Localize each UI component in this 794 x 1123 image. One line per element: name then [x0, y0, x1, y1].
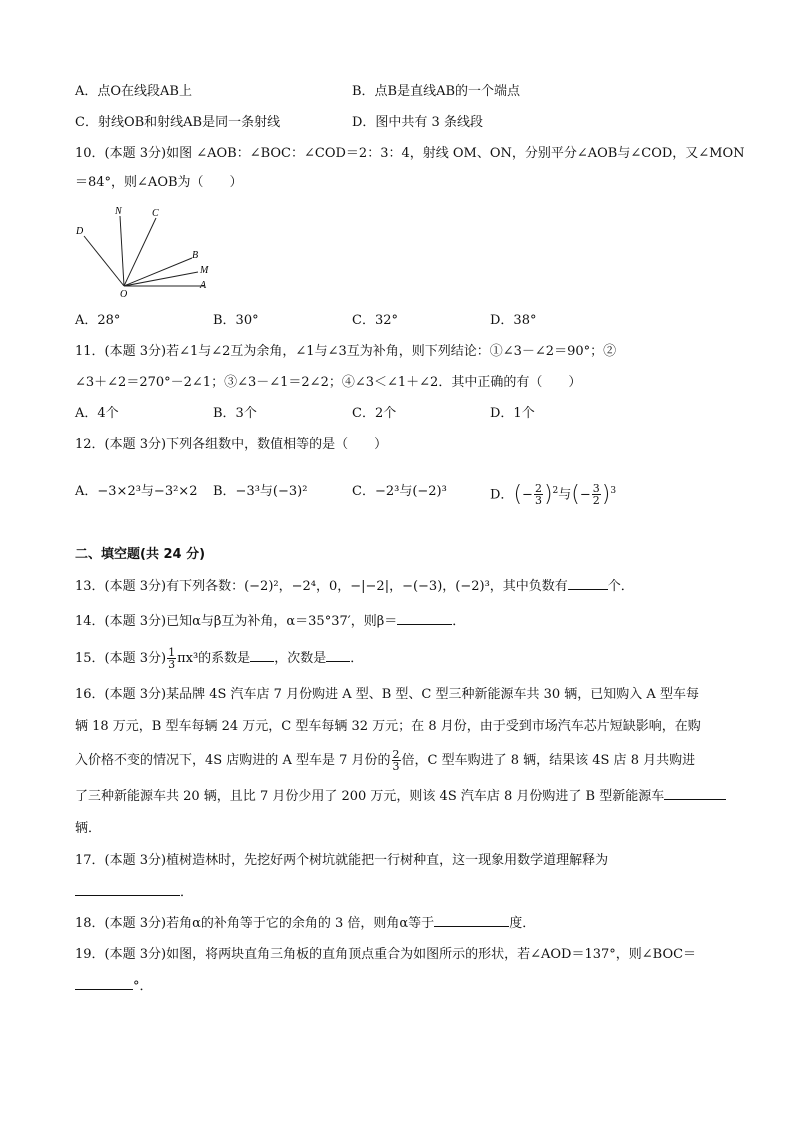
section-title: 二、填空题(共 24 分) [75, 547, 206, 562]
label-o: O [120, 289, 128, 300]
q17-suffix: ． [180, 885, 194, 900]
q12-option-d-connector: 与 [558, 487, 572, 503]
q17-answer-blank[interactable] [75, 883, 180, 896]
q16-line3-suffix: 倍，C 型车购进了 8 辆，结果该 4S 店 8 月共购进 [401, 753, 696, 768]
q16-answer-blank[interactable] [664, 787, 726, 800]
q16-line3-prefix: 入价格不变的情况下，4S 店购进的 A 型车是 7 月份的 [75, 753, 391, 768]
q18-suffix: 度． [509, 916, 536, 931]
q13-answer-blank[interactable] [568, 577, 608, 590]
q12-option-c[interactable]: C．−2³与(−2)³ [352, 484, 447, 499]
q14-line [75, 612, 722, 632]
fraction: $\frac{3}{2}$ [592, 482, 600, 508]
q15-coefficient-blank[interactable] [250, 649, 274, 662]
fraction: $\frac{2}{3}$ [534, 482, 542, 508]
q13-line [75, 577, 722, 597]
q11-option-b[interactable]: B．3个 [213, 406, 257, 421]
q19-suffix: °． [133, 979, 153, 994]
q15-prefix: 15．(本题 3分) [75, 651, 167, 666]
q11-stem-line2: ∠3＋∠2＝270°－2∠1；③∠3－∠1＝2∠2；④∠3＜∠1＋∠2．其中正确的有（ ） [75, 375, 582, 390]
q14-text: 14．(本题 3分)已知α与β互为补角，α＝35°37′，则β＝ [75, 614, 398, 629]
q16-line4 [75, 787, 722, 807]
q15-mid: πx³的系数是 [177, 651, 251, 666]
label-b: B [192, 250, 199, 261]
q13-suffix: 个． [607, 579, 634, 594]
q17-line2 [75, 883, 722, 903]
q9-option-c[interactable]: C．射线OB和射线AB是同一条射线 [75, 115, 281, 130]
q10-stem-line2: ＝84°，则∠AOB为（ ） [75, 175, 243, 190]
q16-fraction: $\frac{2}{3}$ [392, 748, 400, 773]
q16-line2: 辆 18 万元，B 型车每辆 24 万元，C 型车每辆 32 万元；在 8 月份，由于受到市场汽车芯片短缺影响，在购 [75, 719, 701, 734]
q19-answer-blank[interactable] [75, 977, 133, 990]
q9-option-a[interactable]: A．点O在线段AB上 [75, 84, 192, 99]
q10-option-b[interactable]: B．30° [213, 313, 259, 328]
q12-option-d-label: D． [490, 487, 514, 503]
q10-option-c[interactable]: C．32° [352, 313, 398, 328]
angle-figure [72, 200, 222, 300]
q10-option-d[interactable]: D．38° [490, 313, 537, 328]
q15-fraction: $\frac{1}{3}$ [168, 646, 176, 671]
q13-text: 13．(本题 3分)有下列各数：(−2)²，−2⁴，0，−|−2|，−(−3)，(−2)³，其中负数有 [75, 579, 568, 594]
q16-line5: 辆． [75, 821, 102, 836]
q16-line4-text: 了三种新能源车共 20 辆，且比 7 月份少用了 200 万元，则该 4S 汽车店 8 月份购进了 B 型新能源车 [75, 789, 665, 804]
q15-suffix: ． [350, 651, 364, 666]
q9-option-b[interactable]: B．点B是直线AB的一个端点 [352, 84, 521, 99]
q15-line [75, 644, 722, 674]
q18-answer-blank[interactable] [434, 914, 509, 927]
label-a: A [200, 280, 207, 291]
q14-suffix: ． [452, 614, 466, 629]
q11-stem-line1: 11．(本题 3分)若∠1与∠2互为余角，∠1与∠3互为补角，则下列结论：①∠3－∠2＝90°；② [75, 344, 617, 359]
q19-line2 [75, 977, 722, 997]
label-m: M [200, 265, 209, 276]
label-n: N [115, 206, 122, 217]
q15-mid2: ，次数是 [274, 651, 327, 666]
q12-option-a[interactable]: A．−3×2³与−3²×2 [75, 484, 198, 499]
q14-answer-blank[interactable] [397, 612, 452, 625]
q16-line3 [75, 746, 722, 776]
q11-option-a[interactable]: A．4个 [75, 406, 119, 421]
q18-line [75, 914, 722, 934]
q12-option-d[interactable]: D．(− $\frac{2}{3}$ )$^2$与(− $\frac{3}{2}$ )$^3$ [490, 481, 617, 508]
q11-option-d[interactable]: D．1个 [490, 406, 535, 421]
q17-line1: 17．(本题 3分)植树造林时，先挖好两个树坑就能把一行树种直，这一现象用数学道理解释为 [75, 853, 609, 868]
label-c: C [152, 208, 159, 219]
q10-stem-line1: 10．(本题 3分)如图 ∠AOB：∠BOC：∠COD＝2：3：4，射线 OM、ON，分别平分∠AOB与∠COD，又∠MON [75, 146, 745, 161]
q12-option-b[interactable]: B．−3³与(−3)² [213, 484, 308, 499]
label-d: D [76, 226, 84, 237]
q19-line1: 19．(本题 3分)如图，将两块直角三角板的直角顶点重合为如图所示的形状，若∠AOD＝137°，则∠BOC＝ [75, 947, 697, 962]
q11-option-c[interactable]: C．2个 [352, 406, 397, 421]
q16-line1: 16．(本题 3分)某品牌 4S 汽车店 7 月份购进 A 型、B 型、C 型三种新能源车共 30 辆，已知购入 A 型车每 [75, 687, 699, 702]
q9-option-d[interactable]: D．图中共有 3 条线段 [352, 115, 483, 130]
q12-stem: 12．(本题 3分)下列各组数中，数值相等的是（ ） [75, 437, 388, 452]
q18-text: 18．(本题 3分)若角α的补角等于它的余角的 3 倍，则角α等于 [75, 916, 435, 931]
q15-degree-blank[interactable] [326, 649, 350, 662]
q10-option-a[interactable]: A．28° [75, 313, 121, 328]
